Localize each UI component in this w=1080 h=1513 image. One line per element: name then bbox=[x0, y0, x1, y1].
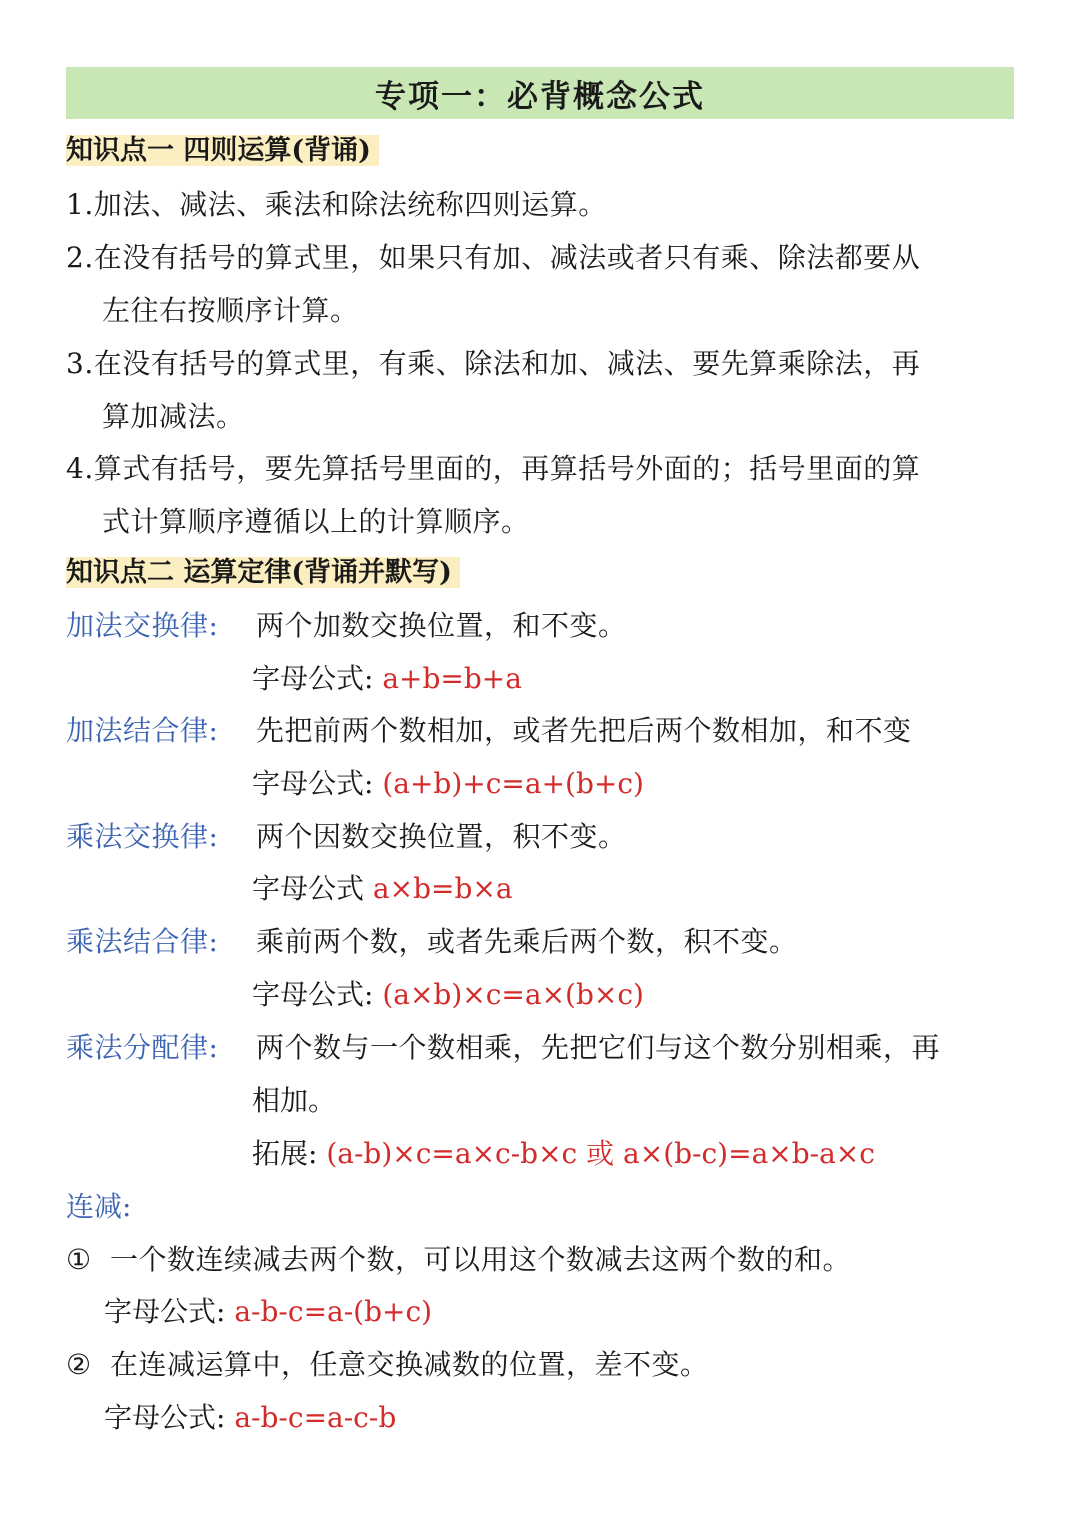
law-name: 加法交换律: bbox=[66, 609, 219, 642]
formula: (a-b)×c=a×c-b×c 或 a×(b-c)=a×b-a×c bbox=[326, 1137, 875, 1170]
page-title: 专项一：必背概念公式 bbox=[375, 78, 705, 115]
law-multiplicative-commutative bbox=[66, 817, 627, 857]
item-line: 3.在没有括号的算式里，有乘、除法和加、减法、要先算乘除法，再 bbox=[66, 347, 921, 380]
section1-heading-row bbox=[66, 131, 379, 171]
item-line: 2.在没有括号的算式里，如果只有加、减法或者只有乘、除法都要从 bbox=[66, 241, 921, 274]
law-description: 乘前两个数，或者先乘后两个数，积不变。 bbox=[256, 925, 798, 958]
formula-label: 字母公式: bbox=[104, 1295, 226, 1328]
formula: (a×b)×c=a×(b×c) bbox=[382, 978, 644, 1011]
law-distributive bbox=[66, 1028, 940, 1068]
formula-label: 字母公式: bbox=[252, 978, 374, 1011]
continuous-sub-item-1 bbox=[66, 1240, 851, 1280]
law-additive-associative bbox=[66, 711, 912, 751]
circled-number: ① bbox=[66, 1243, 92, 1276]
circled-number: ② bbox=[66, 1348, 92, 1381]
formula: a-b-c=a-c-b bbox=[234, 1401, 397, 1434]
rule-text: 在连减运算中，任意交换减数的位置，差不变。 bbox=[110, 1348, 709, 1381]
continuous-sub-item-2 bbox=[66, 1345, 709, 1385]
section2-heading: 知识点二 运算定律(背诵并默写) bbox=[66, 557, 460, 588]
section1-item-3 bbox=[66, 337, 1026, 443]
law-name: 乘法交换律: bbox=[66, 820, 219, 853]
law-description: 两个数与一个数相乘，先把它们与这个数分别相乘，再 bbox=[256, 1031, 941, 1064]
title-banner bbox=[66, 67, 1014, 119]
section1-heading: 知识点一 四则运算(背诵) bbox=[66, 135, 379, 166]
item-line-continued: 算加减法。 bbox=[102, 400, 245, 433]
item-line: 1.加法、减法、乘法和除法统称四则运算。 bbox=[66, 188, 607, 221]
law-name: 加法结合律: bbox=[66, 714, 219, 747]
item-line-continued: 式计算顺序遵循以上的计算顺序。 bbox=[102, 505, 530, 538]
law-description: 两个因数交换位置，积不变。 bbox=[256, 820, 627, 853]
section1-item-2 bbox=[66, 231, 1026, 337]
formula: a-b-c=a-(b+c) bbox=[234, 1295, 433, 1328]
law-formula-row bbox=[252, 1134, 875, 1174]
section1-item-1 bbox=[66, 178, 1026, 231]
law-formula-row bbox=[252, 869, 513, 909]
law-additive-commutative bbox=[66, 606, 627, 646]
law-name: 乘法结合律: bbox=[66, 925, 219, 958]
law-formula-row bbox=[252, 975, 644, 1015]
item-line: 4.算式有括号，要先算括号里面的，再算括号外面的；括号里面的算 bbox=[66, 452, 921, 485]
formula: a+b=b+a bbox=[382, 662, 522, 695]
law-multiplicative-associative bbox=[66, 922, 798, 962]
formula-label: 字母公式: bbox=[252, 662, 374, 695]
section1-item-4 bbox=[66, 442, 1026, 548]
law-formula-row bbox=[252, 764, 644, 804]
law-formula-row bbox=[252, 659, 522, 699]
continuous-subtraction-heading: 连减: bbox=[66, 1190, 132, 1223]
section2-heading-row bbox=[66, 553, 460, 593]
formula-label: 字母公式 bbox=[252, 872, 365, 905]
law-description: 先把前两个数相加，或者先把后两个数相加，和不变 bbox=[256, 714, 912, 747]
formula-label: 字母公式: bbox=[104, 1401, 226, 1434]
rule-text: 一个数连续减去两个数，可以用这个数减去这两个数的和。 bbox=[110, 1243, 852, 1276]
law-description-continued: 相加。 bbox=[252, 1084, 337, 1117]
formula: (a+b)+c=a+(b+c) bbox=[382, 767, 644, 800]
formula-label: 拓展: bbox=[252, 1137, 318, 1170]
formula: a×b=b×a bbox=[372, 872, 513, 905]
law-description: 两个加数交换位置，和不变。 bbox=[256, 609, 627, 642]
rule-formula-row bbox=[104, 1398, 396, 1438]
formula-label: 字母公式: bbox=[252, 767, 374, 800]
item-line-continued: 左往右按顺序计算。 bbox=[102, 294, 359, 327]
rule-formula-row bbox=[104, 1292, 432, 1332]
law-name: 乘法分配律: bbox=[66, 1031, 219, 1064]
